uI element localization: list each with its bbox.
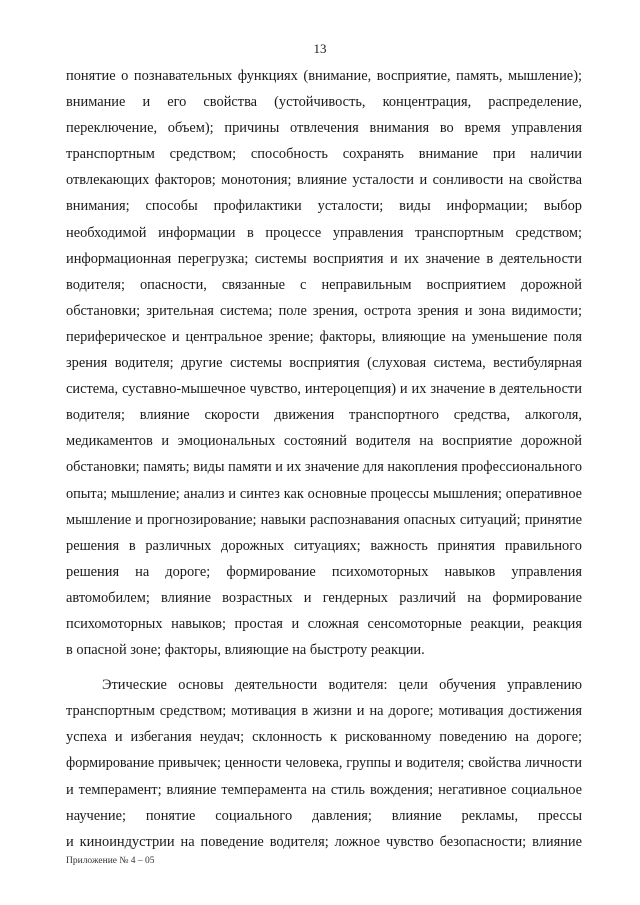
text-line: отвлекающих факторов; монотония; влияние усталости и сонливости на свойства [66, 172, 582, 189]
text-line: решения на дороге; формирование психомоторных навыков управления [66, 563, 582, 580]
text-line: водителя; опасности, связанные с неправильным восприятием дорожной [66, 276, 582, 293]
text-line: информационная перегрузка; системы восприятия и их значение в деятельности [66, 250, 582, 267]
text-line: Этические основы деятельности водителя: цели обучения управлению [102, 677, 582, 694]
text-line: формирование привычек; ценности человека, группы и водителя; свойства личности [66, 755, 582, 772]
paragraph-ethical-foundations [66, 672, 582, 855]
text-line: и киноиндустрии на поведение водителя; ложное чувство безопасности; влияние [66, 833, 582, 850]
text-line: опыта; мышление; анализ и синтез как основные процессы мышления; оперативное [66, 485, 582, 502]
body-text [66, 63, 582, 855]
text-line: психомоторных навыков; простая и сложная сенсомоторные реакции, реакция [66, 615, 582, 632]
text-line: в опасной зоне; факторы, влияющие на быстроту реакции. [66, 642, 425, 659]
text-line: успеха и избегания неудач; склонность к рискованному поведению на дороге; [66, 729, 582, 746]
text-line: переключение, объем); причины отвлечения внимания во время управления [66, 120, 582, 137]
paragraph-gap [66, 663, 582, 672]
text-line: мышление и прогнозирование; навыки распознавания опасных ситуаций; принятие [66, 511, 582, 528]
text-line: обстановки; зрительная система; поле зрения, острота зрения и зона видимости; [66, 302, 582, 319]
text-line: и темперамент; влияние темперамента на стиль вождения; негативное социальное [66, 781, 582, 798]
text-line: зрения водителя; другие системы восприятия (слуховая система, вестибулярная [66, 355, 582, 372]
text-line: понятие о познавательных функциях (внимание, восприятие, память, мышление); [66, 68, 582, 84]
page-number: 13 [313, 41, 327, 56]
text-line: решения в различных дорожных ситуациях; важность принятия правильного [66, 537, 582, 554]
paragraph-cognitive-functions [66, 63, 582, 663]
text-line: периферическое и центральное зрение; факторы, влияющие на уменьшение поля [66, 328, 582, 345]
text-line: внимание и его свойства (устойчивость, концентрация, распределение, [66, 94, 582, 111]
text-line: система, суставно-мышечное чувство, интероцепция) и их значение в деятельности [66, 381, 582, 398]
text-line: необходимой информации в процессе управления транспортным средством; [66, 224, 582, 241]
text-line: транспортным средством; способность сохранять внимание при наличии [66, 146, 582, 163]
text-line: автомобилем; влияние возрастных и гендерных различий на формирование [66, 589, 582, 606]
text-line: водителя; влияние скорости движения транспортного средства, алкоголя, [66, 407, 582, 424]
text-line: транспортным средством; мотивация в жизни и на дороге; мотивация достижения [66, 703, 582, 720]
text-line: внимания; способы профилактики усталости; виды информации; выбор [66, 198, 582, 215]
text-line: обстановки; память; виды памяти и их значение для накопления профессионального [66, 459, 582, 476]
page-footer: Приложение № 4 – 05 [66, 856, 155, 866]
text-line: научение; понятие социального давления; влияние рекламы, прессы [66, 807, 582, 824]
text-line: медикаментов и эмоциональных состояний водителя на восприятие дорожной [66, 433, 582, 450]
